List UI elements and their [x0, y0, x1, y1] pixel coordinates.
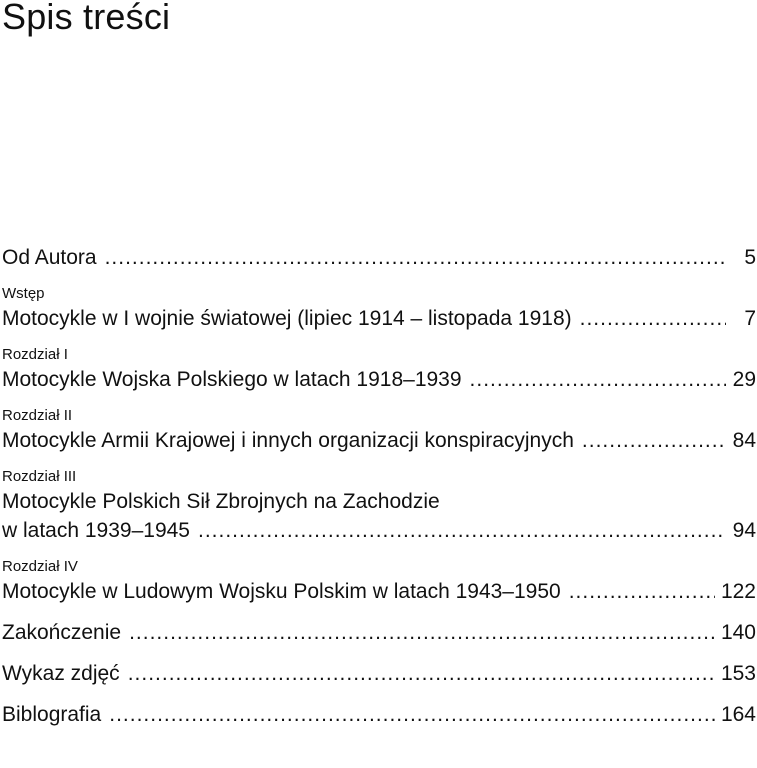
toc-line	[2, 304, 756, 333]
toc-line	[2, 426, 756, 455]
toc-leader-dots	[582, 426, 726, 455]
toc-leader-dots	[109, 700, 715, 729]
toc-title: Od Autora	[2, 246, 97, 269]
toc-page-number: 164	[720, 703, 756, 726]
toc-entry-biblografia	[2, 700, 756, 729]
toc-leader-dots	[580, 304, 726, 333]
toc-leader-dots	[129, 618, 715, 647]
toc-page-number: 122	[720, 580, 756, 603]
toc-chapter-label: Wstęp	[2, 285, 45, 302]
toc-leader-dots	[569, 577, 715, 606]
toc-page-number: 140	[720, 621, 756, 644]
toc-leader-dots	[198, 516, 726, 545]
toc-entry-rozdzial-1	[2, 345, 756, 394]
toc-title: Zakończenie	[2, 621, 122, 644]
toc-title: Wykaz zdjęć	[2, 662, 120, 685]
toc-line	[2, 659, 756, 688]
toc-entry-rozdzial-3	[2, 467, 756, 545]
toc-chapter-label: Rozdział I	[2, 346, 68, 363]
toc-title: Motocykle Wojska Polskiego w latach 1918–1939	[2, 368, 462, 391]
toc-chapter-label: Rozdział III	[2, 468, 77, 485]
toc-entry-rozdzial-4	[2, 557, 756, 606]
toc-title-line-1: Motocykle Polskich Sił Zbrojnych na Zachodzie	[2, 490, 440, 513]
toc-entry-wstep	[2, 284, 756, 333]
toc-title: w latach 1939–1945	[2, 519, 190, 542]
toc-line	[2, 516, 756, 545]
toc-title: Motocykle w I wojnie światowej (lipiec 1914 – listopada 1918)	[2, 307, 572, 330]
toc-line	[2, 487, 756, 516]
toc-leader-dots	[128, 659, 715, 688]
toc-title: Motocykle w Ludowym Wojsku Polskim w latach 1943–1950	[2, 580, 561, 603]
toc-page-number: 94	[732, 519, 756, 542]
toc-line	[2, 243, 756, 272]
toc-entry-od-autora	[2, 243, 756, 272]
toc-entry-rozdzial-2	[2, 406, 756, 455]
toc-line	[2, 700, 756, 729]
table-of-contents	[2, 243, 756, 729]
toc-line	[2, 577, 756, 606]
page-title: Spis treści	[2, 0, 171, 37]
toc-page-number: 84	[732, 429, 756, 452]
toc-line	[2, 618, 756, 647]
toc-title: Biblografia	[2, 703, 102, 726]
toc-entry-zakonczenie	[2, 618, 756, 647]
toc-leader-dots	[470, 365, 726, 394]
toc-page-number: 29	[732, 368, 756, 391]
toc-title: Motocykle Armii Krajowej i innych organizacji konspiracyjnych	[2, 429, 574, 452]
toc-chapter-label: Rozdział IV	[2, 558, 78, 575]
toc-leader-dots	[105, 243, 726, 272]
toc-entry-wykaz-zdjec	[2, 659, 756, 688]
toc-line	[2, 365, 756, 394]
toc-page-number: 153	[720, 662, 756, 685]
toc-page-number: 5	[744, 246, 756, 269]
toc-page-number: 7	[744, 307, 756, 330]
toc-chapter-label: Rozdział II	[2, 407, 73, 424]
